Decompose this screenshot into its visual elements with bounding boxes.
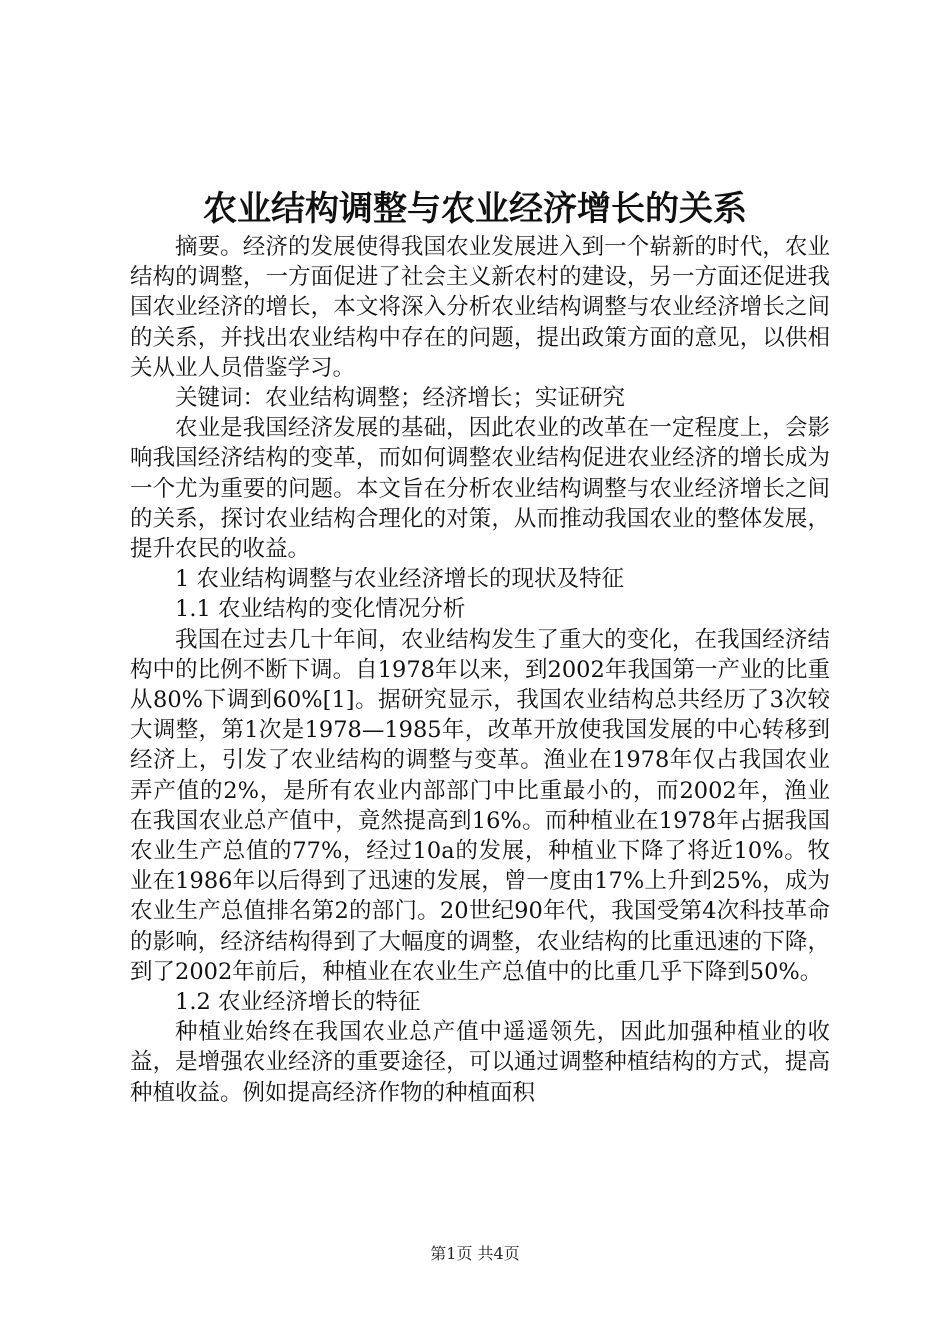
section-1-heading: 1 农业结构调整与农业经济增长的现状及特征 xyxy=(175,566,624,593)
section-1-1-paragraph: 我国在过去几十年间，农业结构发生了重大的变化，在我国经济结构中的比例不断下调。自1978年以来，到2002年我国第一产业的比重从80%下调到60%[1]。据研究显示，我国农业结构总共经历了3次较大调整，第1次是1978—1985年，改革开放使我国发展的中心转移到经济上，引发了农业结构的调整与变革。渔业在1978年仅占我国农业弄产值的2%，是所有农业内部部门中比重最小的，而2002年，渔业在我国农业总产值中，竟然提高到16%。而种植业在1978年占据我国农业生产总值的77%，经过10a的发展，种植业下降了将近10%。牧业在1986年以后得到了迅速的发展，曾一度由17%上升到25%，成为农业生产总值排名第2的部门。20世纪90年代，我国受第4次科技革命的影响，经济结构得到了大幅度的调整，农业结构的比重迅速的下降，到了2002年前后，种植业在农业生产总值中的比重几乎下降到50%。 xyxy=(130,626,830,985)
abstract-paragraph: 摘要。经济的发展使得我国农业发展进入到一个崭新的时代，农业结构的调整，一方面促进了社会主义新农村的建设，另一方面还促进我国农业经济的增长，本文将深入分析农业结构调整与农业经济增长之间的关系，并找出农业结构中存在的问题，提出政策方面的意见，以供相关从业人员借鉴学习。 xyxy=(130,234,830,381)
document-body xyxy=(130,232,830,1108)
document-title: 农业结构调整与农业经济增长的关系 xyxy=(203,189,747,229)
keywords-line: 关键词：农业结构调整；经济增长；实证研究 xyxy=(175,385,626,412)
page-number-footer: 第1页 共4页 xyxy=(430,1244,520,1263)
section-1-1-heading: 1.1 农业结构的变化情况分析 xyxy=(175,596,466,623)
section-1-2-paragraph: 种植业始终在我国农业总产值中遥遥领先，因此加强种植业的收益，是增强农业经济的重要途径，可以通过调整种植结构的方式，提高种植收益。例如提高经济作物的种植面积 xyxy=(130,1019,830,1106)
section-1-2-heading: 1.2 农业经济增长的特征 xyxy=(175,989,421,1016)
intro-paragraph: 农业是我国经济发展的基础，因此农业的改革在一定程度上，会影响我国经济结构的变革，而如何调整农业结构促进农业经济的增长成为一个尤为重要的问题。本文旨在分析农业结构调整与农业经济增长之间的关系，探讨农业结构合理化的对策，从而推动我国农业的整体发展，提升农民的收益。 xyxy=(130,415,830,563)
